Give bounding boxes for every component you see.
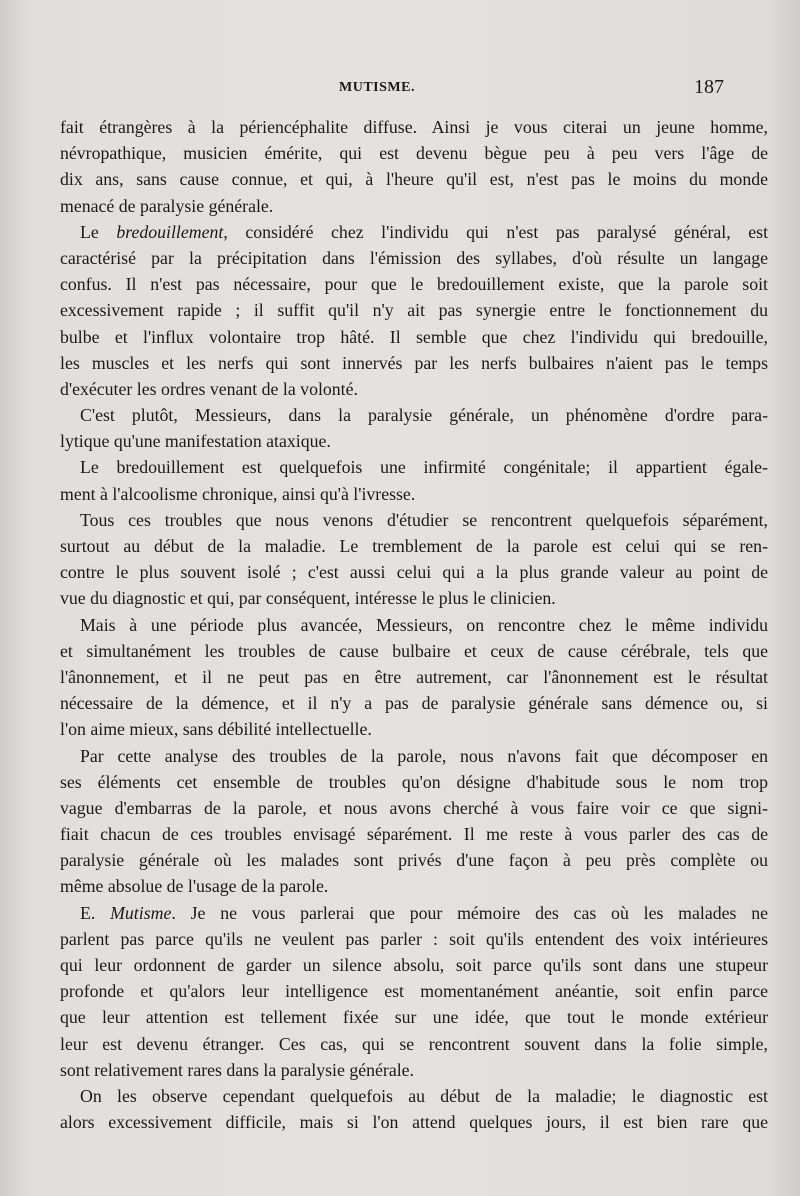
italic-term: Mutisme (110, 902, 172, 923)
paragraph (60, 743, 768, 900)
text-line (60, 454, 768, 480)
text-segment: surtout au début de la maladie. Le tremblement de la parole est celui qui se ren- (60, 536, 768, 556)
paragraph (60, 612, 768, 743)
text-segment: l'ânonnement, et il ne peut pas en être autrement, car l'ânonnement est le résultat (60, 666, 768, 687)
paragraph (60, 402, 768, 454)
text-segment: lytique qu'une manifestation ataxique. (60, 431, 331, 452)
page-body (60, 114, 768, 1135)
text-segment: même absolue de l'usage de la parole. (60, 876, 329, 897)
running-title: MUTISME. (339, 80, 415, 95)
text-segment: Tous ces troubles que nous venons d'étudier se rencontrent quelquefois séparément, (80, 509, 768, 530)
italic-term: bredouillement (116, 221, 224, 242)
text-line (60, 743, 768, 769)
text-segment: dix ans, sans cause connue, et qui, à l'heure qu'il est, n'est pas le moins du monde (60, 169, 768, 190)
text-segment: leur est devenu étranger. Ces cas, qui se rencontrent souvent dans la folie simple, (60, 1033, 768, 1054)
text-line (60, 585, 768, 611)
text-line (60, 716, 768, 742)
text-line (60, 769, 768, 795)
text-segment: bulbe et l'influx volontaire trop hâté. Il semble que chez l'individu qui bredouille, (60, 326, 768, 347)
text-line (60, 376, 768, 402)
text-line (60, 245, 768, 271)
text-segment: On les observe cependant quelquefois au début de la maladie; le diagnostic est (80, 1085, 768, 1106)
text-line (60, 638, 768, 664)
text-segment: vague d'embarras de la parole, et nous avons cherché à vous faire voir ce que signi- (60, 797, 768, 818)
text-line (60, 926, 768, 952)
text-line (60, 1083, 768, 1109)
text-line (60, 140, 768, 166)
text-segment: ses éléments cet ensemble de troubles qu'on désigne d'habitude sous le nom trop (60, 771, 768, 792)
text-line (60, 612, 768, 638)
text-line (60, 664, 768, 690)
text-segment: . Je ne vous parlerai que pour mémoire des cas où les malades ne (171, 902, 768, 923)
text-line (60, 166, 768, 192)
text-line (60, 1057, 768, 1083)
text-segment: nécessaire de la démence, et il n'y a pas de paralysie générale sans démence ou, si (60, 693, 768, 714)
text-line (60, 428, 768, 454)
text-line (60, 821, 768, 847)
text-line (60, 847, 768, 873)
text-segment: fiait chacun de ces troubles envisagé séparément. Il me reste à vous parler des cas de (60, 824, 768, 845)
text-line (60, 873, 768, 899)
text-segment: parlent pas parce qu'ils ne veulent pas parler : soit qu'ils entendent des voix intérieures (60, 928, 768, 949)
text-segment: caractérisé par la précipitation dans l'émission des syllabes, d'où résulte un langage (60, 247, 768, 268)
text-line (60, 900, 768, 926)
text-segment: Mais à une période plus avancée, Messieurs, on rencontre chez le même individu (80, 614, 768, 635)
page-header (0, 78, 800, 102)
text-line (60, 533, 768, 559)
text-line (60, 271, 768, 297)
text-segment: contre le plus souvent isolé ; c'est aussi celui qui a la plus grande valeur au point de (60, 562, 768, 583)
page-number: 187 (694, 76, 724, 98)
paragraph (60, 507, 768, 612)
text-line (60, 559, 768, 585)
text-segment: fait étrangères à la périencéphalite diffuse. Ainsi je vous citerai un jeune homme, (60, 117, 768, 137)
text-segment: paralysie générale où les malades sont privés d'une façon à peu près complète ou (60, 850, 768, 871)
text-line (60, 978, 768, 1004)
text-segment: confus. Il n'est pas nécessaire, pour que le bredouillement existe, que la parole soit (60, 274, 768, 295)
text-line (60, 481, 768, 507)
text-line (60, 219, 768, 245)
text-segment: alors excessivement difficile, mais si l'on attend quelques jours, il est bien rare que (60, 1112, 768, 1133)
text-segment: menacé de paralysie générale. (60, 195, 274, 216)
text-line (60, 193, 768, 219)
text-segment: excessivement rapide ; il suffit qu'il n'y ait pas synergie entre le fonctionnement du (60, 300, 768, 321)
paragraph (60, 1083, 768, 1135)
text-segment: les muscles et les nerfs qui sont innervés par les nerfs bulbaires n'aient pas le temps (60, 352, 768, 373)
text-line (60, 952, 768, 978)
text-line (60, 690, 768, 716)
text-segment: Par cette analyse des troubles de la parole, nous n'avons fait que décomposer en (80, 745, 768, 766)
text-line (60, 1031, 768, 1057)
text-line (60, 1109, 768, 1135)
text-segment: Le (80, 221, 117, 242)
text-segment: vue du diagnostic et qui, par conséquent, intéresse le plus le clinicien. (60, 588, 556, 609)
paragraph (60, 114, 768, 219)
paragraph (60, 454, 768, 506)
text-line (60, 114, 768, 140)
paragraph (60, 900, 768, 1083)
text-line (60, 402, 768, 428)
text-line (60, 795, 768, 821)
text-line (60, 324, 768, 350)
text-segment: , considéré chez l'individu qui n'est pas paralysé général, est (223, 221, 769, 242)
text-line (60, 350, 768, 376)
text-segment: C'est plutôt, Messieurs, dans la paralysie générale, un phénomène d'ordre para- (80, 405, 768, 426)
text-segment: qui leur ordonnent de garder un silence absolu, soit parce qu'ils sont dans une stupeur (60, 955, 768, 975)
text-segment: d'exécuter les ordres venant de la volonté. (60, 378, 358, 399)
text-line (60, 507, 768, 533)
text-line (60, 297, 768, 323)
text-segment: névropathique, musicien émérite, qui est devenu bègue peu à peu vers l'âge de (60, 143, 768, 164)
text-segment: Le bredouillement est quelquefois une infirmité congénitale; il appartient égale- (80, 457, 768, 478)
text-segment: et simultanément les troubles de cause bulbaire et ceux de cause cérébrale, tels que (60, 640, 768, 661)
paragraph (60, 219, 768, 402)
text-line (60, 1004, 768, 1030)
text-segment: E. (80, 902, 111, 923)
text-segment: sont relativement rares dans la paralysie générale. (60, 1059, 414, 1080)
text-segment: ment à l'alcoolisme chronique, ainsi qu'à l'ivresse. (60, 483, 416, 504)
text-segment: l'on aime mieux, sans débilité intellectuelle. (60, 719, 372, 740)
text-segment: que leur attention est tellement fixée sur une idée, que tout le monde extérieur (60, 1007, 768, 1028)
text-segment: profonde et qu'alors leur intelligence est momentanément anéantie, soit enfin parce (60, 981, 768, 1002)
